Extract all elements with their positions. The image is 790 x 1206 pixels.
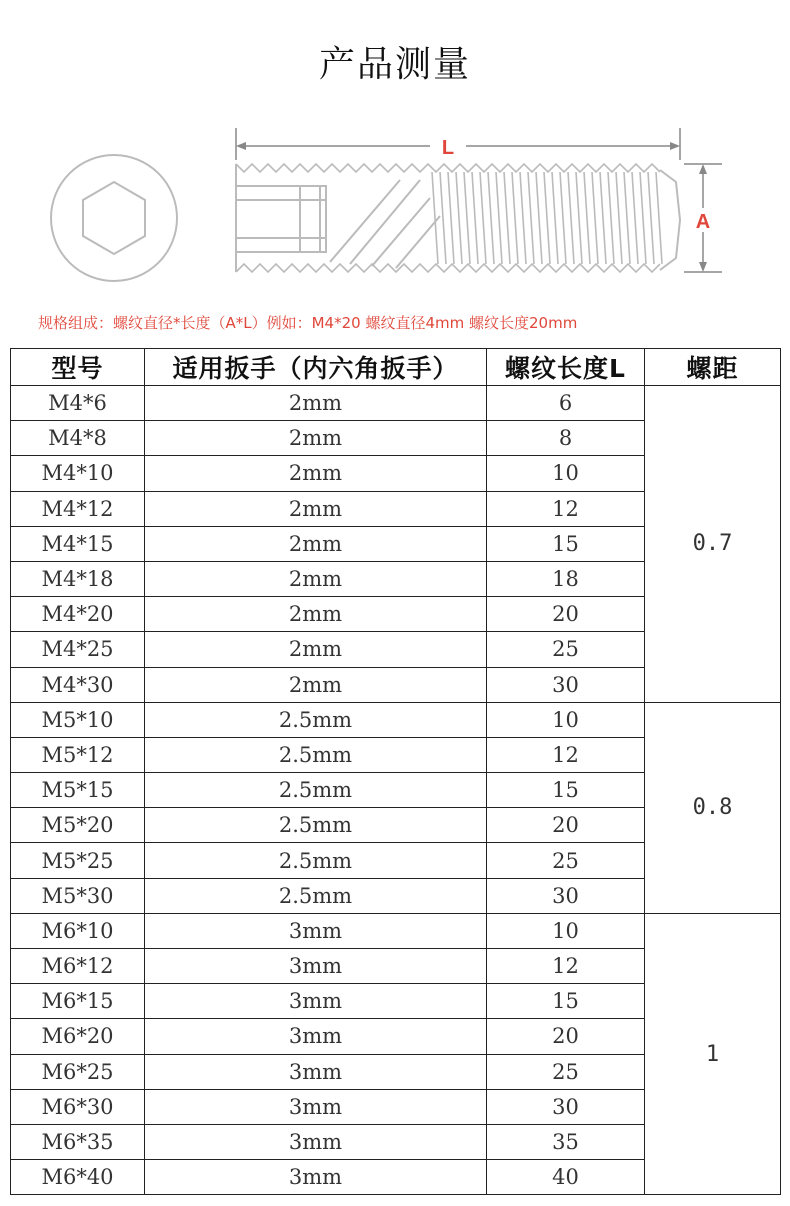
cell-length: 20 <box>487 1019 645 1054</box>
length-dimension <box>236 128 680 160</box>
thread-line <box>520 172 526 264</box>
thread-line <box>616 172 622 264</box>
thread-line <box>536 172 542 264</box>
cell-wrench: 2.5mm <box>145 737 487 772</box>
cell-pitch: 1 <box>645 913 781 1195</box>
cell-length: 35 <box>487 1124 645 1159</box>
cell-length: 15 <box>487 773 645 808</box>
cell-model: M4*10 <box>11 456 145 491</box>
cell-model: M6*40 <box>11 1160 145 1195</box>
cell-model: M4*6 <box>11 386 145 421</box>
cell-wrench: 2mm <box>145 561 487 596</box>
cell-length: 12 <box>487 949 645 984</box>
thread-line <box>440 172 446 264</box>
thread-edge <box>236 164 660 172</box>
cell-model: M4*18 <box>11 561 145 596</box>
header-length: 螺纹长度L <box>487 349 645 386</box>
cell-wrench: 2.5mm <box>145 773 487 808</box>
cell-model: M5*12 <box>11 737 145 772</box>
table-row <box>11 386 781 421</box>
table-row <box>11 702 781 737</box>
cell-wrench: 3mm <box>145 1019 487 1054</box>
thread-line <box>640 172 646 264</box>
cell-length: 8 <box>487 421 645 456</box>
cell-model: M5*30 <box>11 878 145 913</box>
cell-length: 20 <box>487 808 645 843</box>
thread-line <box>632 172 638 264</box>
cell-wrench: 2mm <box>145 421 487 456</box>
cell-model: M4*8 <box>11 421 145 456</box>
thread-line <box>496 172 502 264</box>
cell-length: 18 <box>487 561 645 596</box>
cell-wrench: 3mm <box>145 984 487 1019</box>
thread-line <box>608 172 614 264</box>
table-row <box>11 913 781 948</box>
table-header-row <box>11 349 781 386</box>
cell-length: 25 <box>487 1054 645 1089</box>
cell-model: M6*12 <box>11 949 145 984</box>
screw-end-view <box>51 155 177 281</box>
thread-line <box>552 172 558 264</box>
thread-line <box>560 172 566 264</box>
cell-model: M5*10 <box>11 702 145 737</box>
thread-line <box>472 172 478 264</box>
cell-length: 10 <box>487 913 645 948</box>
diameter-dimension <box>684 164 722 272</box>
thread-line <box>544 172 550 264</box>
cell-length: 30 <box>487 667 645 702</box>
cell-wrench: 2mm <box>145 597 487 632</box>
cell-model: M4*25 <box>11 632 145 667</box>
cell-model: M6*30 <box>11 1089 145 1124</box>
cell-wrench: 2.5mm <box>145 878 487 913</box>
cell-model: M4*30 <box>11 667 145 702</box>
cell-model: M4*20 <box>11 597 145 632</box>
cell-length: 30 <box>487 1089 645 1124</box>
cell-wrench: 2mm <box>145 667 487 702</box>
cell-wrench: 2mm <box>145 491 487 526</box>
thread-line <box>528 172 534 264</box>
cell-model: M6*20 <box>11 1019 145 1054</box>
cell-pitch: 0.7 <box>645 386 781 703</box>
cell-wrench: 2mm <box>145 526 487 561</box>
cell-length: 15 <box>487 984 645 1019</box>
cell-wrench: 2mm <box>145 632 487 667</box>
cell-length: 20 <box>487 597 645 632</box>
thread-line <box>448 172 454 264</box>
cell-wrench: 3mm <box>145 1089 487 1124</box>
cell-length: 10 <box>487 702 645 737</box>
cell-length: 25 <box>487 843 645 878</box>
header-model: 型号 <box>11 349 145 386</box>
cell-wrench: 2.5mm <box>145 702 487 737</box>
cell-wrench: 3mm <box>145 949 487 984</box>
length-label: L <box>441 137 455 159</box>
screw-dimension-drawing <box>0 112 790 302</box>
cell-model: M6*35 <box>11 1124 145 1159</box>
cell-model: M5*25 <box>11 843 145 878</box>
thread-line <box>600 172 606 264</box>
thread-line <box>624 172 630 264</box>
cell-model: M4*15 <box>11 526 145 561</box>
cell-wrench: 2mm <box>145 386 487 421</box>
thread-line <box>464 172 470 264</box>
cell-wrench: 3mm <box>145 913 487 948</box>
header-pitch: 螺距 <box>645 349 781 386</box>
diameter-label: A <box>695 211 711 233</box>
table-body <box>11 386 781 1195</box>
thread-edge <box>236 264 660 272</box>
cell-model: M4*12 <box>11 491 145 526</box>
cell-length: 25 <box>487 632 645 667</box>
thread-line <box>656 172 662 264</box>
thread-line <box>568 172 574 264</box>
thread-line <box>648 172 654 264</box>
cell-wrench: 3mm <box>145 1054 487 1089</box>
cell-model: M6*25 <box>11 1054 145 1089</box>
cell-wrench: 2mm <box>145 456 487 491</box>
spec-table <box>10 348 781 1195</box>
cell-length: 10 <box>487 456 645 491</box>
thread-line <box>576 172 582 264</box>
thread-line <box>504 172 510 264</box>
thread-line <box>512 172 518 264</box>
cell-length: 12 <box>487 737 645 772</box>
thread-line <box>584 172 590 264</box>
cell-model: M6*15 <box>11 984 145 1019</box>
cell-model: M6*10 <box>11 913 145 948</box>
header-wrench: 适用扳手（内六角扳手） <box>145 349 487 386</box>
cell-wrench: 2.5mm <box>145 808 487 843</box>
thread-line <box>488 172 494 264</box>
cell-length: 40 <box>487 1160 645 1195</box>
cell-wrench: 3mm <box>145 1124 487 1159</box>
cell-length: 15 <box>487 526 645 561</box>
thread-line <box>456 172 462 264</box>
cell-wrench: 2.5mm <box>145 843 487 878</box>
cell-pitch: 0.8 <box>645 702 781 913</box>
page-title: 产品测量 <box>318 44 471 85</box>
thread-line <box>480 172 486 264</box>
cell-model: M5*15 <box>11 773 145 808</box>
cell-length: 6 <box>487 386 645 421</box>
cell-model: M5*20 <box>11 808 145 843</box>
cell-wrench: 3mm <box>145 1160 487 1195</box>
spec-note: 规格组成：螺纹直径*长度（A*L）例如：M4*20 螺纹直径4mm 螺纹长度20mm <box>38 314 578 332</box>
thread-line <box>592 172 598 264</box>
cell-length: 12 <box>487 491 645 526</box>
cell-length: 30 <box>487 878 645 913</box>
